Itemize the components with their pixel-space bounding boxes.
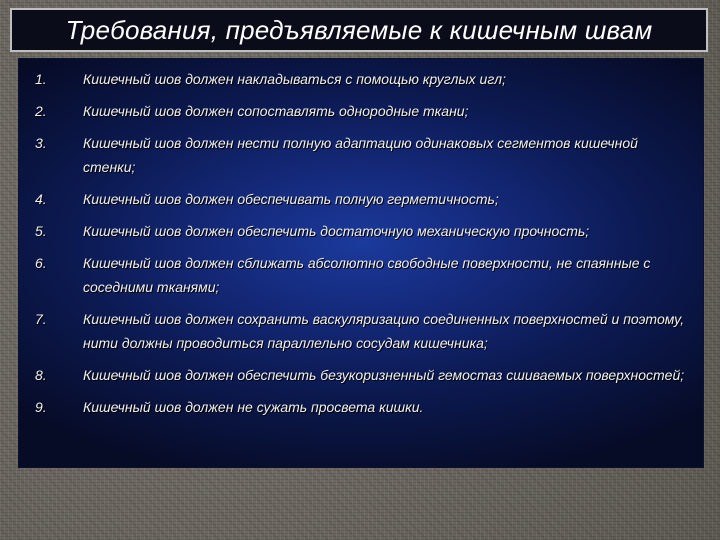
- item-text: Кишечный шов должен сопоставлять однородные ткани;: [83, 103, 469, 119]
- item-number: 4.: [35, 191, 47, 207]
- slide-title: Требования, предъявляемые к кишечным швам: [65, 14, 653, 45]
- item-number: 5.: [35, 223, 47, 239]
- item-number: 6.: [35, 255, 47, 271]
- item-number: 1.: [35, 71, 47, 87]
- list-item: [33, 187, 689, 211]
- list-item: [33, 363, 689, 387]
- item-number: 9.: [35, 399, 47, 415]
- item-number: 3.: [35, 135, 47, 151]
- item-text: Кишечный шов должен сближать абсолютно свободные поверхности, не спаянные с соседними тканями;: [83, 255, 651, 295]
- requirements-panel: [18, 58, 704, 468]
- item-text: Кишечный шов должен обеспечить достаточную механическую прочность;: [83, 223, 590, 239]
- list-item: [33, 307, 689, 355]
- item-text: Кишечный шов должен обеспечивать полную герметичность;: [83, 191, 499, 207]
- item-number: 2.: [35, 103, 47, 119]
- item-number: 7.: [35, 311, 47, 327]
- list-item: [33, 395, 689, 419]
- item-number: 8.: [35, 367, 47, 383]
- item-text: Кишечный шов должен нести полную адаптацию одинаковых сегментов кишечной стенки;: [83, 135, 638, 175]
- list-item: [33, 131, 689, 179]
- item-text: Кишечный шов должен не сужать просвета кишки.: [83, 399, 424, 415]
- item-text: Кишечный шов должен обеспечить безукоризненный гемостаз сшиваемых поверхностей;: [83, 367, 685, 383]
- list-item: [33, 219, 689, 243]
- list-item: [33, 251, 689, 299]
- item-text: Кишечный шов должен накладываться с помощью круглых игл;: [83, 71, 506, 87]
- item-text: Кишечный шов должен сохранить васкуляризацию соединенных поверхностей и поэтому, нити должны проводиться параллельно сосудам кишечника;: [83, 311, 685, 351]
- title-box: [10, 8, 708, 52]
- list-item: [33, 99, 689, 123]
- list-item: [33, 67, 689, 91]
